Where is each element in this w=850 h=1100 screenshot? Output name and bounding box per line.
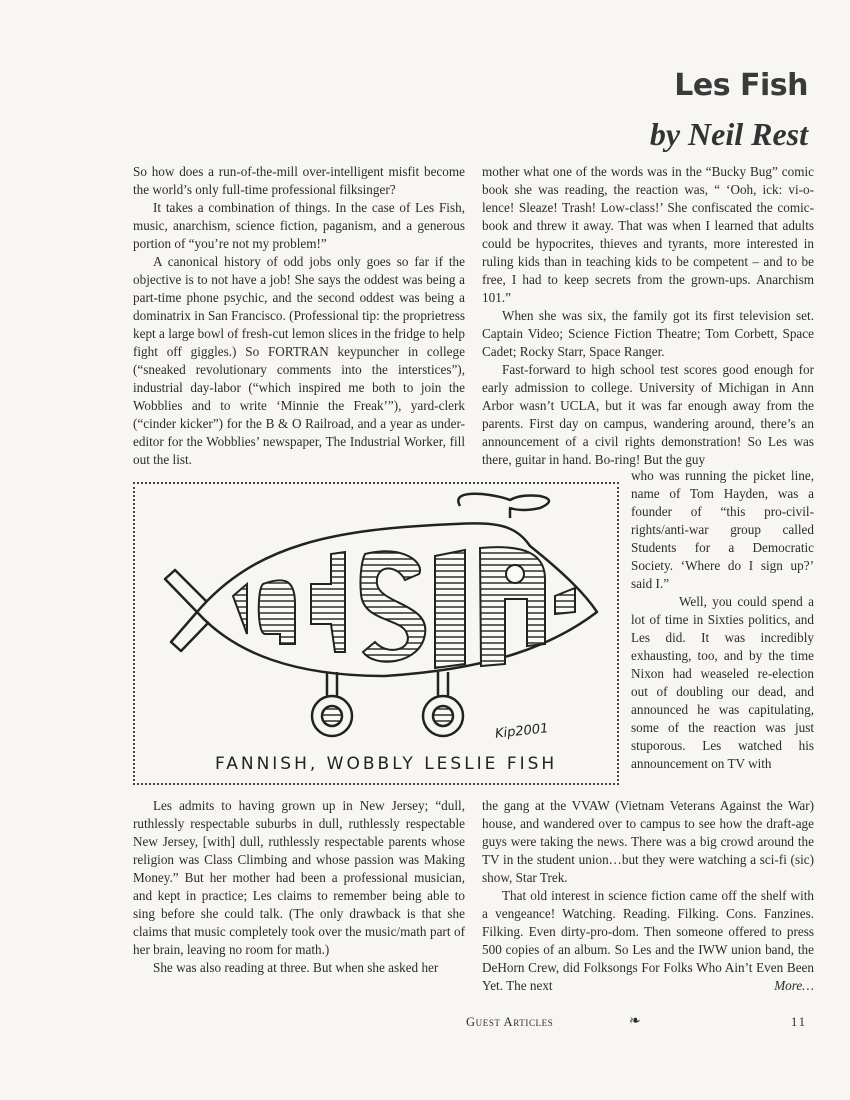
column-left-top <box>133 163 465 469</box>
paragraph-text: That old interest in science fiction came off the shelf with a vengeance! Watching. Reading. Filking. Cons. Fanzines. Filking. Even dirty-pro-dom. Then someone offered to press 500 copies of an album. So Les and the IWW union band, the DeHorn Crew, did Folksongs For Folks Who Ain’t Even Been Yet. The next <box>482 888 814 993</box>
letter-shape <box>233 584 247 634</box>
paragraph: mother what one of the words was in the “Bucky Bug” comic book she was reading, the reaction was, “ ‘Ooh, ick: vi-o-lence! Sleaze! Trash! Low-class!’ She confiscated the comic-book and threw it away. That was when I learned that adults could be hypocrites, thieves and tyrants, more interested in ruling kids than in teaching kids to be competent – and to be free, I had to keep secrets from the grown-ups. Anarchism 101.” <box>482 164 814 305</box>
article-byline: by Neil Rest <box>649 116 808 152</box>
porthole-icon <box>506 565 524 583</box>
article-title: Les Fish <box>674 68 808 103</box>
paragraph: So how does a run-of-the-mill over-intelligent misfit become the world’s only full-time professional filksinger? <box>133 164 465 197</box>
column-right-bottom <box>482 797 814 995</box>
paragraph: the gang at the VVAW (Vietnam Veterans Against the War) house, and wandered over to campus to see how the draft-age guys were taking the news. There was a big crowd around the TV in the student union…but they were watching a sci-fi (sic) show, Star Trek. <box>482 798 814 885</box>
figure-caption: FANNISH, WOBBLY LESLIE FISH <box>215 754 558 774</box>
column-left-bottom <box>133 797 465 977</box>
page-number: 11 <box>791 1015 808 1029</box>
paragraph: Fast-forward to high school test scores good enough for early admission to college. University of Michigan in Ann Arbor wasn’t UCLA, but it was far enough away from the parents. First day on campus, wandering around, there’s an announcement of a civil rights demonstration! So Les was there, guitar in hand. Bo-ring! But the guy <box>482 362 814 467</box>
illustration-figure <box>133 482 619 785</box>
letter-shape <box>311 552 345 652</box>
letter-shape <box>259 580 295 644</box>
paragraph: who was running the picket line, name of Tom Hayden, was a founder of “this pro-civil-rights/anti-war group called Students for a Democratic Society. ‘Where do I sign up?’ said I.” <box>631 468 814 591</box>
paragraph: Well, you could spend a lot of time in Sixties politics, and Les did. It was incredibly exhausting, too, and by the time Nixon had weaseled re-election out of doubling our dead, and announced he was capitulating, some of the reaction was just stuporous. Les watched his announcement on TV with <box>631 594 814 771</box>
propeller-icon <box>458 494 549 518</box>
column-right-top <box>482 163 814 469</box>
letter-shape <box>435 550 465 668</box>
column-right-wrap <box>631 467 814 773</box>
paragraph: A canonical history of odd jobs only goes so far if the objective is to not have a job! She says the oddest was being a part-time phone psychic, and the second oddest was being a dominatrix in San Francisco. (Professional tip: the proprietress kept a large bowl of fresh-cut lemon slices in the fridge to help fight off giggles.) So FORTRAN keypuncher in college (“sneaked revolutionary comments into the interstices”), industrial day-labor (“which inspired me both to join the Wobblies and to write ‘Minnie the Freak’”), yard-clerk (“cinder kicker”) for the B & O Railroad, and a year as under-editor for the Wobblies’ newspaper, The Industrial Worker, fill out the list. <box>133 254 465 467</box>
paragraph: When she was six, the family got its first television set. Captain Video; Science Fiction Theatre; Tom Corbett, Space Cadet; Rocky Starr, Space Ranger. <box>482 308 814 359</box>
artist-signature: Kip2001 <box>494 721 550 742</box>
ornament-icon: ❧ <box>629 1014 641 1029</box>
paragraph <box>482 887 814 995</box>
fish-blimp-illustration <box>135 484 617 783</box>
fish-tail <box>165 570 209 651</box>
letter-shape <box>555 588 575 614</box>
page-footer <box>0 1015 850 1035</box>
paragraph: Les admits to having grown up in New Jersey; “dull, ruthlessly respectable suburbs in dull, ruthlessly respectable New Jersey, [with] dull, ruthlessly respectable parents whose religion was Class Climbing and whose passion was Making Money.” But her mother had been a professional musician, and kept in practice; Les claims to remember being able to sing before she could talk. (The only drawback is that she claims that music completely took over the music/math part of her brain, leaving no room for math.) <box>133 798 465 957</box>
letter-shape <box>360 551 425 661</box>
more-link[interactable]: More… <box>774 978 814 993</box>
paragraph: It takes a combination of things. In the case of Les Fish, music, anarchism, science fiction, paganism, and a generous portion of “you’re not my problem!” <box>133 200 465 251</box>
paragraph: She was also reading at three. But when she asked her <box>153 960 439 975</box>
section-name: Guest Articles <box>466 1015 554 1029</box>
